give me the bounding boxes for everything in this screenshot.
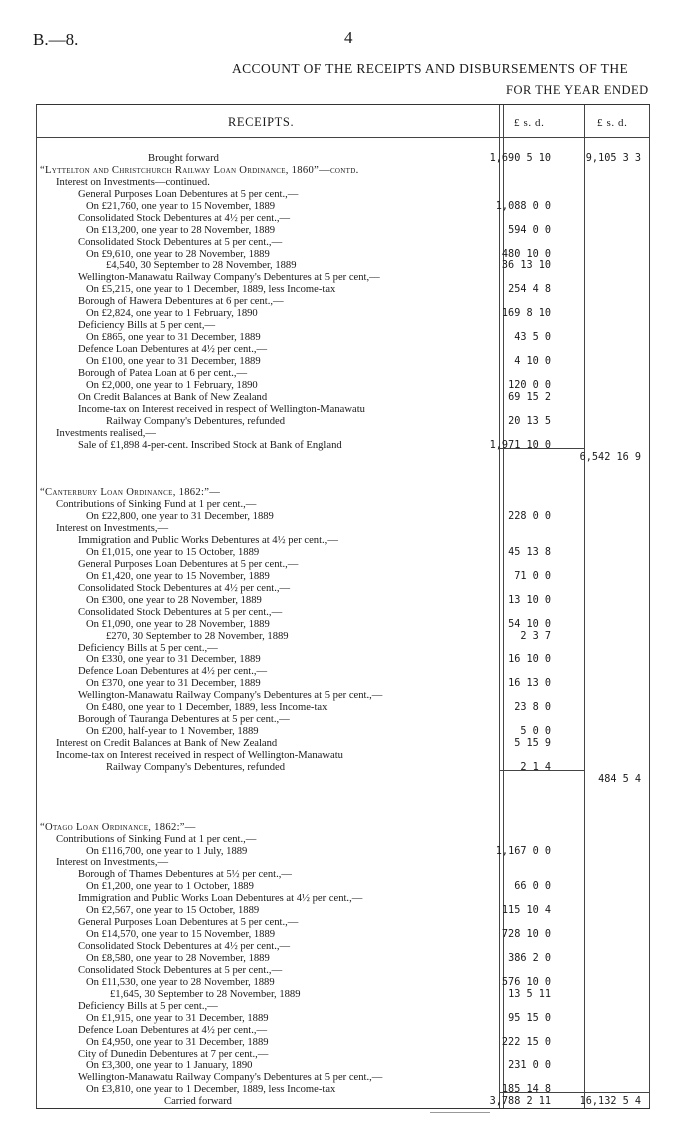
item-amount: 231 0 0 <box>508 1060 551 1072</box>
row-description: Sale of £1,898 4-per-cent. Inscribed Stock at Bank of England <box>78 439 342 451</box>
item-amount: 254 4 8 <box>508 284 551 296</box>
item-amount: 71 0 0 <box>514 570 551 582</box>
row-description: On £21,760, one year to 15 November, 1889 <box>86 200 276 212</box>
item-amount: 69 15 2 <box>508 391 551 403</box>
row-description: Consolidated Stock Debentures at 5 per cent.,— <box>78 606 283 618</box>
row-description: Interest on Credit Balances at Bank of New Zealand <box>56 738 278 750</box>
row-description: Borough of Thames Debentures at 5½ per cent.,— <box>78 869 292 881</box>
item-amount: 95 15 0 <box>508 1012 551 1024</box>
row-description: On £116,700, one year to 1 July, 1889 <box>86 845 248 857</box>
page-header <box>0 0 700 100</box>
row-description: On £300, one year to 28 November, 1889 <box>86 594 262 606</box>
row-description: On £3,300, one year to 1 January, 1890 <box>86 1060 253 1072</box>
item-amount: 386 2 0 <box>508 952 551 964</box>
item-amount: 120 0 0 <box>508 379 551 391</box>
page-title: ACCOUNT OF THE RECEIPTS AND DISBURSEMENTS OF THE <box>232 61 629 76</box>
row-description: On £865, one year to 31 December, 1889 <box>86 332 261 344</box>
row-description: Carried forward <box>164 1096 232 1108</box>
total-amount: 9,105 3 3 <box>585 153 641 164</box>
row-description: “Canterbury Loan Ordinance, 1862:”— <box>40 487 221 499</box>
row-description: On Credit Balances at Bank of New Zealand <box>78 391 268 403</box>
row-description: On £9,610, one year to 28 November, 1889 <box>86 248 270 260</box>
row-description: £4,540, 30 September to 28 November, 1889 <box>106 260 297 272</box>
row-description: £1,645, 30 September to 28 November, 1889 <box>110 988 301 1000</box>
row-description: General Purposes Loan Debentures at 5 per cent.,— <box>78 188 299 200</box>
page-number: 4 <box>344 28 353 47</box>
row-description: On £330, one year to 31 December, 1889 <box>86 654 261 666</box>
item-amount: 594 0 0 <box>508 224 551 236</box>
total-heading: £ s. d. <box>597 117 628 129</box>
row-description: On £1,200, one year to 1 October, 1889 <box>86 881 254 893</box>
ledger-row <box>36 1094 650 1109</box>
item-amount: 576 10 0 <box>501 976 551 988</box>
item-amount: 13 10 0 <box>508 594 551 606</box>
row-description: Consolidated Stock Debentures at 5 per cent.,— <box>78 236 283 248</box>
header-rule <box>36 137 650 138</box>
row-description: Borough of Hawera Debentures at 6 per cent.,— <box>78 296 284 308</box>
row-description: On £8,580, one year to 28 November, 1889 <box>86 952 270 964</box>
row-description: Immigration and Public Works Debentures at 4½ per cent.,— <box>78 535 338 547</box>
item-amount: 45 13 8 <box>508 547 551 559</box>
row-description: “Lyttelton and Christchurch Railway Loan Ordinance, 1860”—contd. <box>40 164 359 176</box>
row-description: On £100, one year to 31 December, 1889 <box>86 355 261 367</box>
row-description: On £2,000, one year to 1 February, 1890 <box>86 379 258 391</box>
item-amount: 36 13 10 <box>501 260 551 272</box>
row-description: Defence Loan Debentures at 4½ per cent.,— <box>78 344 268 356</box>
total-amount: 16,132 5 4 <box>579 1096 641 1108</box>
item-amount: 169 8 10 <box>501 308 551 320</box>
row-description: Defence Loan Debentures at 4½ per cent.,— <box>78 666 268 678</box>
row-description: On £3,810, one year to 1 December, 1889, less Income-tax <box>86 1084 336 1096</box>
row-description: Interest on Investments—continued. <box>56 176 210 188</box>
item-amount: 43 5 0 <box>514 332 551 344</box>
printer-mark <box>430 1112 490 1114</box>
total-amount: 484 5 4 <box>598 773 641 785</box>
item-amount: 16 13 0 <box>508 678 551 690</box>
row-description: “Otago Loan Ordinance, 1862:”— <box>40 821 196 833</box>
row-description: On £4,950, one year to 31 December, 1889 <box>86 1036 269 1048</box>
item-amount: 3,788 2 11 <box>489 1096 551 1108</box>
row-description: Immigration and Public Works Loan Debentures at 4½ per cent.,— <box>78 893 363 905</box>
row-description: On £2,824, one year to 1 February, 1890 <box>86 308 258 320</box>
item-amount: 66 0 0 <box>514 881 551 893</box>
row-description: Wellington-Manawatu Railway Company's Debentures at 5 per cent.,— <box>78 1072 383 1084</box>
row-description: On £370, one year to 31 December, 1889 <box>86 678 261 690</box>
item-amount: 185 14 8 <box>501 1084 551 1096</box>
row-description: On £5,215, one year to 1 December, 1889, less Income-tax <box>86 284 336 296</box>
row-description: On £480, one year to 1 December, 1889, less Income-tax <box>86 702 328 714</box>
item-amount: 16 10 0 <box>508 654 551 666</box>
row-description: Deficiency Bills at 5 per cent,— <box>78 320 216 332</box>
row-description: Contributions of Sinking Fund at 1 per cent.,— <box>56 499 257 511</box>
item-amount: 222 15 0 <box>501 1036 551 1048</box>
subtotal-rule <box>500 1092 649 1093</box>
item-amount: 480 10 0 <box>501 248 551 260</box>
report-reference: B.—8. <box>33 30 79 49</box>
row-description: On £22,800, one year to 31 December, 1889 <box>86 511 274 523</box>
row-description: On £1,915, one year to 31 December, 1889 <box>86 1012 269 1024</box>
row-description: On £11,530, one year to 28 November, 1889 <box>86 976 275 988</box>
row-description: Interest on Investments,— <box>56 523 169 535</box>
subtotal-rule <box>500 448 584 449</box>
item-amount: 23 8 0 <box>514 702 551 714</box>
row-description: On £1,090, one year to 28 November, 1889 <box>86 618 270 630</box>
row-description: On £2,567, one year to 15 October, 1889 <box>86 905 260 917</box>
receipts-ledger <box>36 104 650 1109</box>
row-description: On £1,015, one year to 15 October, 1889 <box>86 547 260 559</box>
item-amount: 5 15 9 <box>514 738 551 750</box>
page-subtitle: FOR THE YEAR ENDED <box>506 83 649 97</box>
row-description: Consolidated Stock Debentures at 4½ per cent.,— <box>78 941 291 953</box>
row-description: Borough of Tauranga Debentures at 5 per cent.,— <box>78 714 290 726</box>
row-description: Income-tax on Interest received in respect of Wellington-Manawatu <box>56 750 343 761</box>
row-description: Income-tax on Interest received in respect of Wellington-Manawatu <box>78 403 365 415</box>
row-description: Brought forward <box>148 153 219 164</box>
row-description: Consolidated Stock Debentures at 4½ per cent.,— <box>78 212 291 224</box>
item-amount: 5 0 0 <box>520 726 551 738</box>
item-amount: 228 0 0 <box>508 511 551 523</box>
item-amount: 20 13 5 <box>508 415 551 427</box>
item-amount: 728 10 0 <box>501 929 551 941</box>
item-amount: 1,088 0 0 <box>495 200 551 212</box>
row-description: Interest on Investments,— <box>56 857 169 869</box>
amount-heading: £ s. d. <box>514 117 545 129</box>
row-description: Railway Company's Debentures, refunded <box>106 415 286 427</box>
row-description: Wellington-Manawatu Railway Company's Debentures at 5 per cent.,— <box>78 690 383 702</box>
row-description: Consolidated Stock Debentures at 5 per cent.,— <box>78 964 283 976</box>
row-description: Investments realised,— <box>56 427 157 439</box>
item-amount: 4 10 0 <box>514 355 551 367</box>
item-amount: 115 10 4 <box>501 905 551 917</box>
row-description: General Purposes Loan Debentures at 5 per cent.,— <box>78 917 299 929</box>
subtotal-rule <box>500 770 584 771</box>
row-description: On £200, half-year to 1 November, 1889 <box>86 726 259 738</box>
row-description: Railway Company's Debentures, refunded <box>106 761 286 773</box>
row-description: Consolidated Stock Debentures at 4½ per cent.,— <box>78 582 291 594</box>
row-description: Contributions of Sinking Fund at 1 per cent.,— <box>56 833 257 845</box>
item-amount: 13 5 11 <box>508 988 551 1000</box>
row-description: On £14,570, one year to 15 November, 1889 <box>86 929 276 941</box>
item-amount: 1,690 5 10 <box>489 153 551 164</box>
row-description: Deficiency Bills at 5 per cent.,— <box>78 1000 218 1012</box>
total-amount: 6,542 16 9 <box>579 451 641 463</box>
row-description: Defence Loan Debentures at 4½ per cent.,— <box>78 1024 268 1036</box>
item-amount: 54 10 0 <box>508 618 551 630</box>
item-amount: 2 3 7 <box>520 630 551 642</box>
row-description: On £13,200, one year to 28 November, 1889 <box>86 224 276 236</box>
row-description: General Purposes Loan Debentures at 5 per cent.,— <box>78 558 299 570</box>
row-description: Borough of Patea Loan at 6 per cent.,— <box>78 367 248 379</box>
row-description: Deficiency Bills at 5 per cent.,— <box>78 642 218 654</box>
receipts-heading: RECEIPTS. <box>228 115 295 129</box>
item-amount: 2 1 4 <box>520 761 551 773</box>
row-description: City of Dunedin Debentures at 7 per cent.,— <box>78 1048 269 1060</box>
row-description: On £1,420, one year to 15 November, 1889 <box>86 570 270 582</box>
item-amount: 1,167 0 0 <box>495 845 551 857</box>
item-amount: 1,971 10 0 <box>489 439 551 451</box>
row-description: £270, 30 September to 28 November, 1889 <box>106 630 289 642</box>
row-description: Wellington-Manawatu Railway Company's Debentures at 5 per cent,— <box>78 272 380 284</box>
